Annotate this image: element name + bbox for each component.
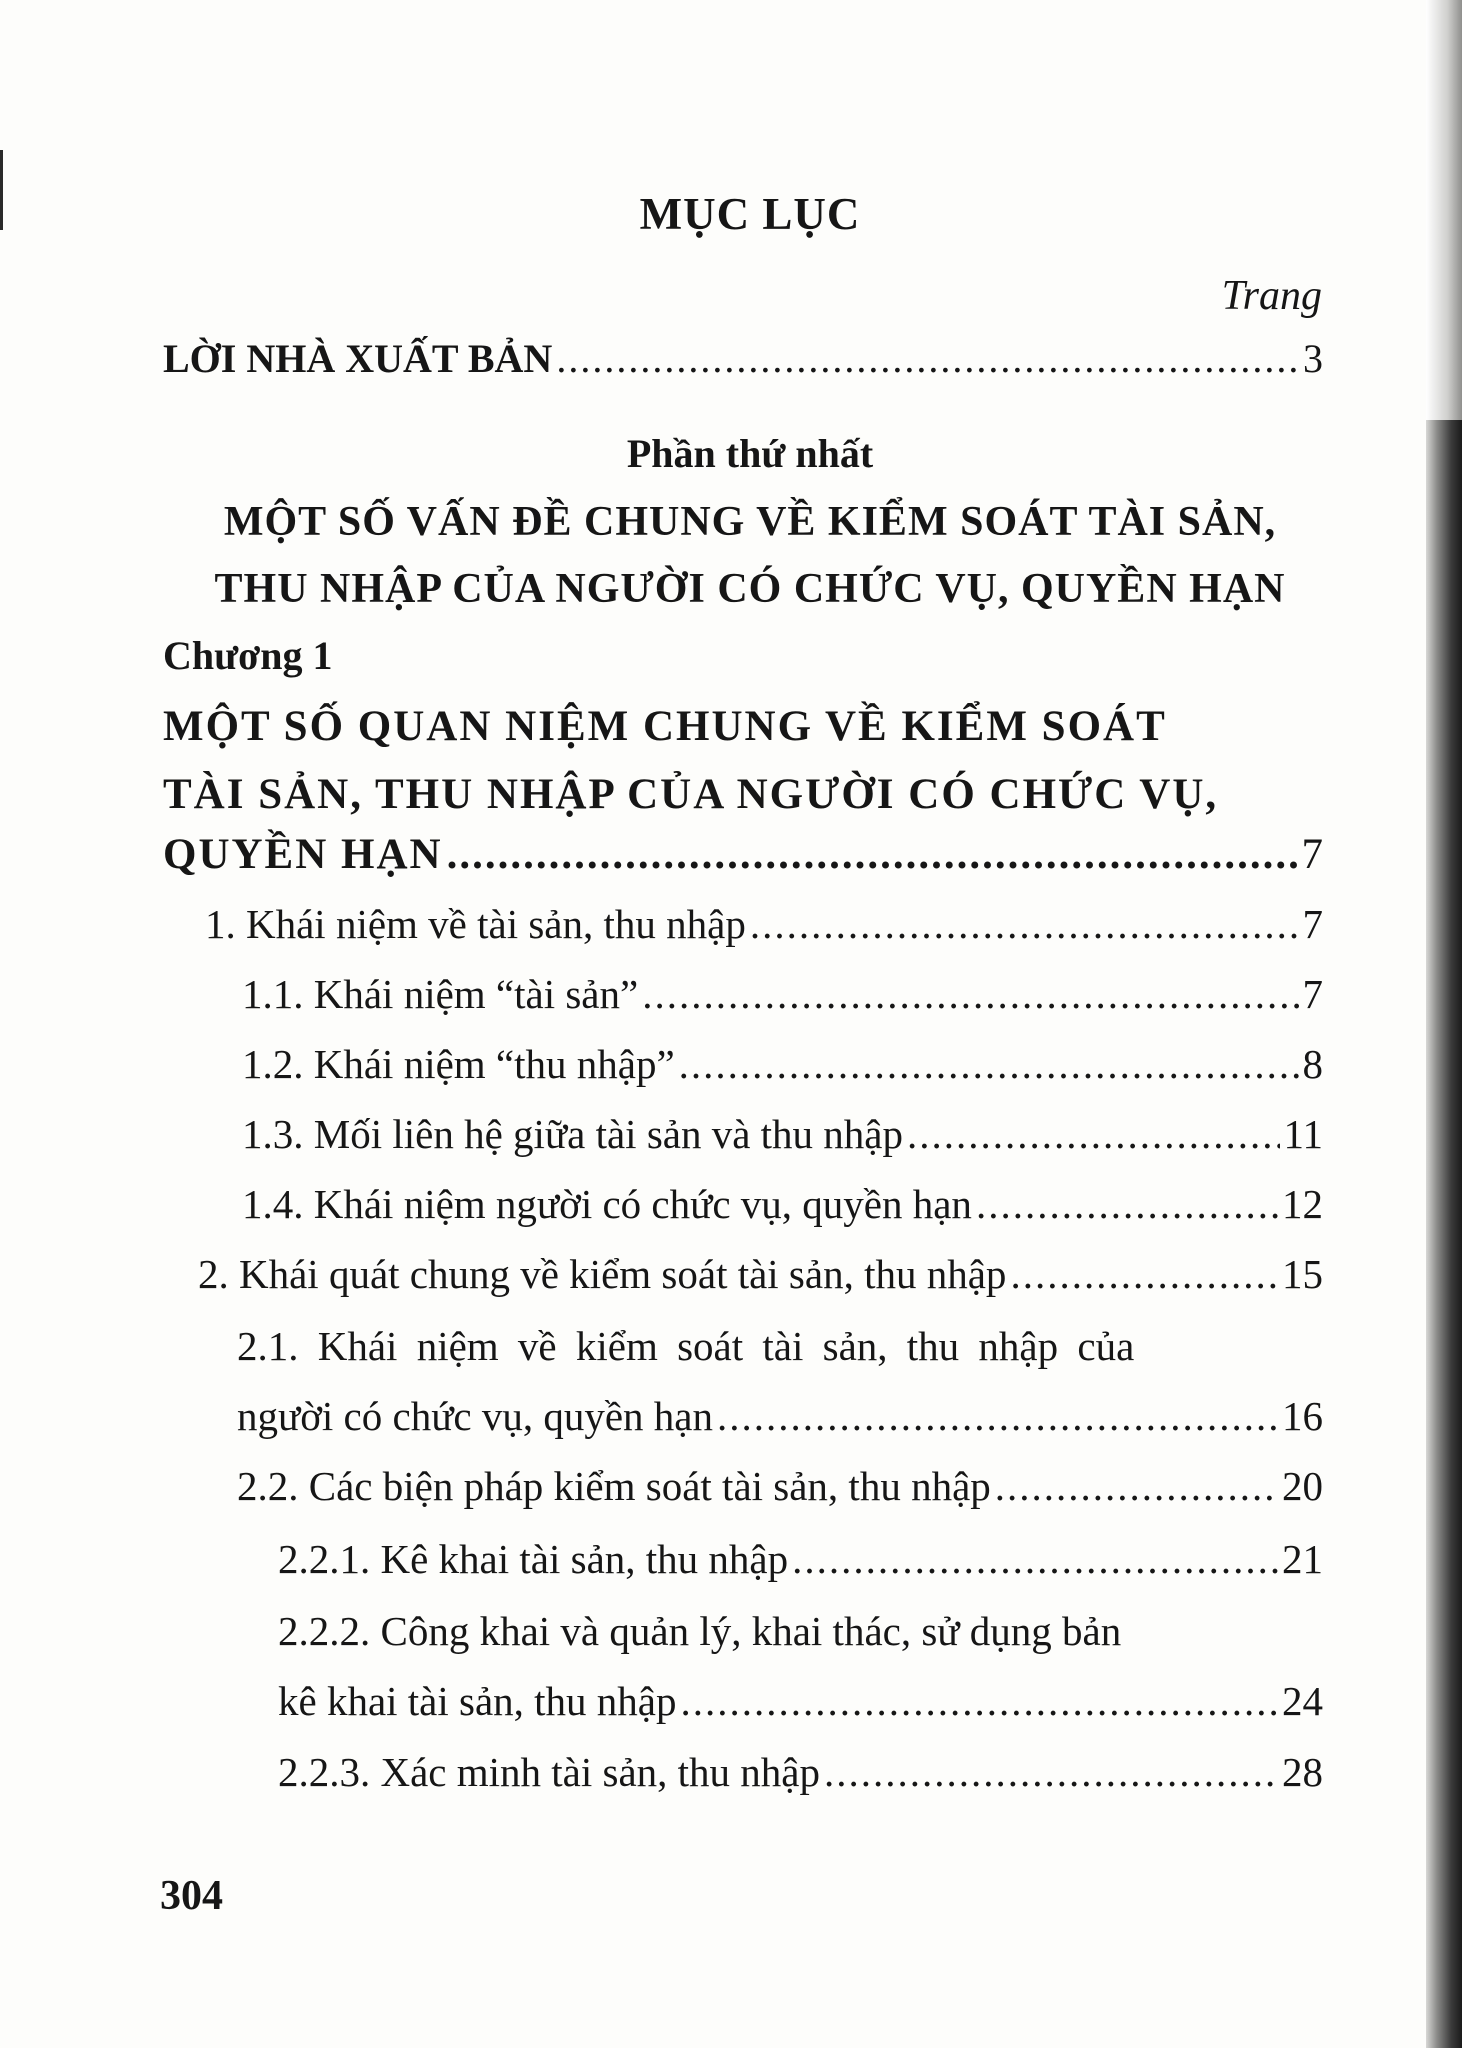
toc-entry-1-1[interactable] xyxy=(242,970,1323,1018)
toc-leader-dots xyxy=(679,1040,1299,1088)
part-label: Phần thứ nhất xyxy=(626,431,874,476)
part-title-line1: MỘT SỐ VẤN ĐỀ CHUNG VỀ KIỂM SOÁT TÀI SẢN, xyxy=(223,499,1277,545)
toc-page-number: 28 xyxy=(1282,1749,1323,1795)
toc-entry-label: 2. Khái quát chung về kiểm soát tài sản, thu nhập xyxy=(198,1251,1007,1297)
toc-leader-dots xyxy=(1010,1250,1278,1298)
toc-leader-dots xyxy=(995,1462,1278,1510)
toc-entry-2-1[interactable] xyxy=(237,1392,1323,1440)
page-column-label: Trang xyxy=(1221,273,1322,319)
toc-page-number: 7 xyxy=(1302,901,1323,947)
toc-page-number: 15 xyxy=(1282,1251,1323,1297)
toc-entry-label: 1.1. Khái niệm “tài sản” xyxy=(242,971,639,1017)
toc-entry-label: kê khai tài sản, thu nhập xyxy=(278,1678,677,1724)
toc-page-number: 8 xyxy=(1302,1041,1323,1087)
toc-entry-label: QUYỀN HẠN xyxy=(163,831,443,878)
toc-page-number: 12 xyxy=(1282,1181,1323,1227)
toc-entry-label: 2.2.1. Kê khai tài sản, thu nhập xyxy=(278,1536,789,1582)
toc-entry-label: 1.2. Khái niệm “thu nhập” xyxy=(242,1041,675,1087)
toc-entry-2-2-3[interactable] xyxy=(278,1748,1323,1796)
toc-entry-1-3[interactable] xyxy=(242,1110,1323,1158)
toc-entry-1[interactable] xyxy=(205,900,1323,948)
page-number: 304 xyxy=(160,1873,223,1919)
page-title: MỤC LỤC xyxy=(639,189,861,239)
toc-leader-dots xyxy=(792,1535,1278,1583)
chapter-title-line2: TÀI SẢN, THU NHẬP CỦA NGƯỜI CÓ CHỨC VỤ, xyxy=(163,771,1219,818)
part-title-line2: THU NHẬP CỦA NGƯỜI CÓ CHỨC VỤ, QUYỀN HẠN xyxy=(214,566,1286,612)
toc-leader-dots xyxy=(556,335,1299,382)
toc-entry-2-2-2-line1: 2.2.2. Công khai và quản lý, khai thác, sử dụng bản xyxy=(278,1608,1122,1654)
toc-page-number: 7 xyxy=(1302,971,1323,1017)
toc-entry-label: người có chức vụ, quyền hạn xyxy=(237,1393,714,1439)
toc-leader-dots xyxy=(976,1180,1278,1228)
toc-entry-2-2-1[interactable] xyxy=(278,1535,1323,1583)
toc-entry-label: 2.2. Các biện pháp kiểm soát tài sản, thu nhập xyxy=(237,1463,991,1509)
toc-entry-1-2[interactable] xyxy=(242,1040,1323,1088)
toc-leader-dots xyxy=(717,1392,1278,1440)
toc-page-number: 20 xyxy=(1282,1463,1323,1509)
toc-entry-label: LỜI NHÀ XUẤT BẢN xyxy=(163,336,553,381)
toc-entry-2-2-2[interactable] xyxy=(278,1677,1323,1725)
toc-entry-1-4[interactable] xyxy=(242,1180,1323,1228)
toc-entry-label: 1. Khái niệm về tài sản, thu nhập xyxy=(205,901,746,947)
toc-page-number: 16 xyxy=(1282,1393,1323,1439)
toc-entry-2[interactable] xyxy=(198,1250,1323,1298)
toc-leader-dots xyxy=(750,900,1299,948)
toc-page-number: 21 xyxy=(1282,1536,1323,1582)
toc-entry-label: 1.3. Mối liên hệ giữa tài sản và thu nhập xyxy=(242,1111,904,1157)
toc-entry-2-2[interactable] xyxy=(237,1462,1323,1510)
toc-entry-chapter-1[interactable] xyxy=(163,830,1323,879)
toc-page-number: 3 xyxy=(1303,336,1323,381)
chapter-label: Chương 1 xyxy=(163,633,333,678)
chapter-title-line1: MỘT SỐ QUAN NIỆM CHUNG VỀ KIỂM SOÁT xyxy=(163,703,1167,750)
toc-page-number: 11 xyxy=(1283,1111,1323,1157)
toc-entry-2-1-line1: 2.1. Khái niệm về kiểm soát tài sản, thu nhập của xyxy=(237,1323,1135,1369)
toc-leader-dots xyxy=(681,1677,1278,1725)
toc-entry-label: 2.2.3. Xác minh tài sản, thu nhập xyxy=(278,1749,821,1795)
toc-leader-dots xyxy=(642,970,1298,1018)
toc-entry-label: 1.4. Khái niệm người có chức vụ, quyền hạn xyxy=(242,1181,972,1227)
toc-page-number: 24 xyxy=(1282,1678,1323,1724)
toc-leader-dots xyxy=(824,1748,1278,1796)
toc-page-number: 7 xyxy=(1301,831,1323,878)
toc-entry-preface[interactable] xyxy=(163,335,1323,382)
toc-leader-dots xyxy=(907,1110,1280,1158)
toc-leader-dots xyxy=(447,830,1298,879)
